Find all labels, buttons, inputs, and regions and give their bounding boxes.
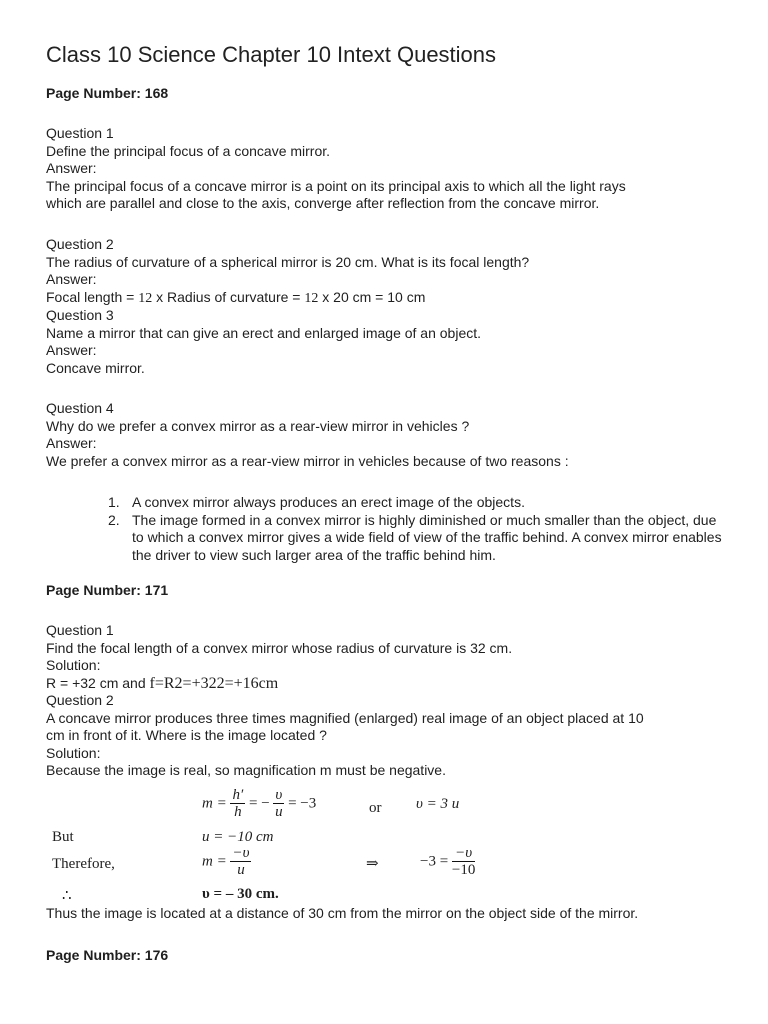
answer-text: We prefer a convex mirror as a rear-view mirror in vehicles because of two reasons : [46,452,569,469]
question-text: Name a mirror that can give an erect and enlarged image of an object. [46,324,482,341]
conclusion [46,905,736,923]
page-number-171: Page Number: 171 [46,582,169,598]
page-number-168: Page Number: 168 [46,85,169,101]
question-label: Question 3 [46,307,114,323]
question-text: cm in front of it. Where is the image located ? [46,727,327,743]
question-label: Question 2 [46,692,114,708]
page-number-176: Page Number: 176 [46,947,169,963]
list-item: 2. The image formed in a convex mirror is highly diminished or much smaller than the object, due to which a convex mirror gives a wide field of view of the traffic behind. A convex mirror enables the driver to view such larger area of the traffic behind him. [108,511,722,563]
question-text: Define the principal focus of a concave mirror. [46,142,331,159]
question-block-171-1-2 [46,622,736,780]
question-text: Why do we prefer a convex mirror as a rear-view mirror in vehicles ? [46,417,470,434]
reasons-list [108,494,728,564]
answer-label: Answer: [46,160,97,176]
answer-text: Concave mirror. [46,359,145,376]
solution-label: Solution: [46,657,101,673]
answer-text: The principal focus of a concave mirror is a point on its principal axis to which all the light rays [46,177,626,194]
question-label: Question 2 [46,236,114,252]
solution-label: Solution: [46,744,101,761]
question-text: Find the focal length of a convex mirror whose radius of curvature is 32 cm. [46,639,513,656]
answer-label: Answer: [46,342,97,358]
solution-text: R = +32 cm and f=R2=+322=+16cm [46,674,279,692]
solution-text: Because the image is real, so magnification m must be negative. [46,762,446,778]
question-label: Question 1 [46,622,114,638]
question-label: Question 4 [46,400,114,416]
page-title: Class 10 Science Chapter 10 Intext Questions [46,42,497,67]
answer-text: which are parallel and close to the axis, converge after reflection from the concave mirror. [46,195,600,211]
answer-label: Answer: [46,435,97,451]
question-text: A concave mirror produces three times magnified (enlarged) real image of an object placed at 10 [46,709,644,726]
solution-text: Thus the image is located at a distance of 30 cm from the mirror on the object side of the mirror. [46,905,639,921]
question-label: Question 1 [46,125,114,141]
question-block-168-4 [46,400,736,470]
answer-text: Focal length = 12 x Radius of curvature = 12 x 20 cm = 10 cm [46,288,426,306]
question-block-168-2-3 [46,236,736,377]
question-text: The radius of curvature of a spherical mirror is 20 cm. What is its focal length? [46,253,530,270]
image-distance-result: υ = – 30 cm. [202,886,279,902]
answer-label: Answer: [46,271,97,287]
therefore-symbol: ∴ [62,888,72,904]
list-item: 1. A convex mirror always produces an erect image of the objects. [108,494,525,510]
question-block-168-1 [46,125,736,213]
magnification-equations: m = $\frac{h'}{h}$ = − $\frac{\upsilon}{u}$ = −3 or υ = 3 u But u = −10 cm Therefore, m = $\frac{-\upsilon}{u}$ ⇒ −3 = $\frac{-\upsilon}{-10}$ [52,787,476,878]
